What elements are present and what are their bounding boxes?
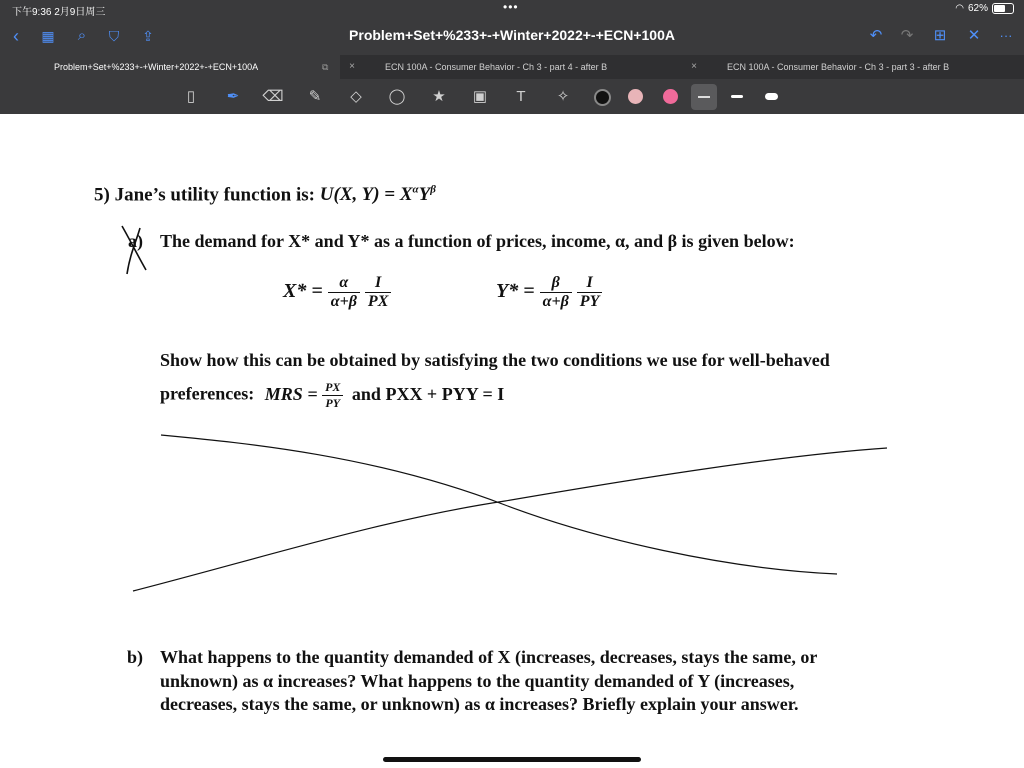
tab-bar [0,55,1024,79]
tab-consumer-behavior-part4[interactable] [385,55,685,79]
bookmark-icon[interactable]: ⛉ [108,28,120,44]
question-5 [94,184,436,206]
question-b-line-1: What happens to the quantity demanded of X (increases, decreases, stays the same, or [160,647,818,667]
status-bar [0,0,1024,18]
laser-pointer-icon[interactable]: ✧ [556,88,570,105]
handwritten-strike-through [125,429,895,599]
pdf-page[interactable] [0,114,1024,768]
question-a-label: a) [128,231,143,251]
text-tool-icon[interactable]: T [516,88,526,105]
status-time-date: 下午9:36 2月9日周三 [12,7,106,18]
pen-icon[interactable]: ✒ [226,88,240,105]
add-page-icon[interactable]: ⊞ [933,27,947,44]
status-right [955,3,1014,14]
search-icon[interactable]: ⌕ [77,27,87,44]
multitask-dots-icon[interactable]: ••• [503,0,519,14]
utility-formula: U(X, $Y) = X^\alpha Y^\beta$ [319,184,436,206]
demand-x-formula [283,274,391,311]
document-title[interactable]: Problem+Set+%233+-+Winter+2022+-+ECN+100A [349,27,675,43]
home-indicator[interactable] [383,757,641,762]
tab-label: ECN 100A - Consumer Behavior - Ch 3 - part 4 - after B [385,62,608,72]
tab-label: Problem+Set+%233+-+Winter+2022+-+ECN+100A [54,62,259,72]
question-b-line-3: decreases, stays the same, or unknown) as α increases? Briefly explain your answer. [160,694,799,714]
mrs-lhs: MRS = [264,383,318,404]
back-icon[interactable]: ‹ [13,26,19,46]
redo-icon[interactable]: ↷ [900,27,914,44]
app-chrome [0,0,1024,114]
sticker-icon[interactable]: ★ [432,88,446,105]
wifi-icon: ◠ [955,3,964,14]
question-b-line-2: unknown) as α increases? What happens to the quantity demanded of Y (increases, [160,671,795,691]
more-icon[interactable]: ··· [999,28,1013,43]
color-swatch-pink[interactable] [628,89,643,104]
tab-close-icon[interactable]: × [349,61,355,72]
x-lhs: X* = [283,280,323,303]
handwritten-cross-mark [118,220,152,278]
preferences-label: preferences: [160,383,255,404]
mrs-fraction: $\frac{PX}{PY}$ [322,380,343,411]
y-fraction-2: $\frac{I}{PY}$ [577,274,603,311]
stroke-thick-icon[interactable] [765,93,778,100]
share-icon[interactable]: ⇪ [142,28,154,44]
tab-label: ECN 100A - Consumer Behavior - Ch 3 - part 3 - after B [727,62,950,72]
x-fraction-1: $\frac{\alpha}{\alpha+\beta}$ [328,274,360,311]
nav-bar [0,18,1024,54]
battery-percent: 62% [967,3,988,14]
x-fraction-2: $\frac{I}{PX}$ [365,274,391,311]
shapes-icon[interactable]: ◇ [350,88,362,105]
tab-consumer-behavior-part3[interactable] [727,55,1017,79]
tab-problem-set[interactable] [0,55,340,79]
question-b-label: b) [127,647,144,667]
read-mode-icon[interactable]: ▯ [186,88,196,105]
battery-fill [994,5,1005,12]
question-a-text: The demand for X* and Y* as a function of prices, income, α, and β is given below: [160,231,795,251]
battery-icon [992,3,1014,14]
y-fraction-1: $\frac{\beta}{\alpha+\beta}$ [540,274,572,311]
color-swatch-magenta[interactable] [663,89,678,104]
question-5-text: 5) Jane’s utility function is: [94,184,315,206]
close-toolbar-icon[interactable]: ✕ [967,27,981,44]
budget-constraint: and PXX + PYY = I [351,383,505,404]
highlighter-icon[interactable]: ✎ [308,88,322,105]
stroke-medium-icon[interactable] [731,95,743,98]
annotation-toolbar [0,79,1024,114]
stroke-thin-icon [698,96,710,98]
demand-y-formula [496,274,602,311]
eraser-icon[interactable]: ⌫ [262,88,284,105]
tab-split-icon[interactable]: ⧉ [322,62,329,72]
y-lhs: Y* = [496,280,535,303]
color-swatch-black[interactable] [594,89,611,106]
show-instruction-line-2 [160,380,504,411]
image-icon[interactable]: ▣ [472,88,488,105]
grid-view-icon[interactable]: ▦ [41,28,55,44]
show-instruction-line-1: Show how this can be obtained by satisfying the two conditions we use for well-behaved [160,350,830,370]
lasso-icon[interactable]: ◯ [388,88,406,105]
undo-icon[interactable]: ↶ [869,27,883,44]
tab-close-icon[interactable]: × [691,61,697,72]
